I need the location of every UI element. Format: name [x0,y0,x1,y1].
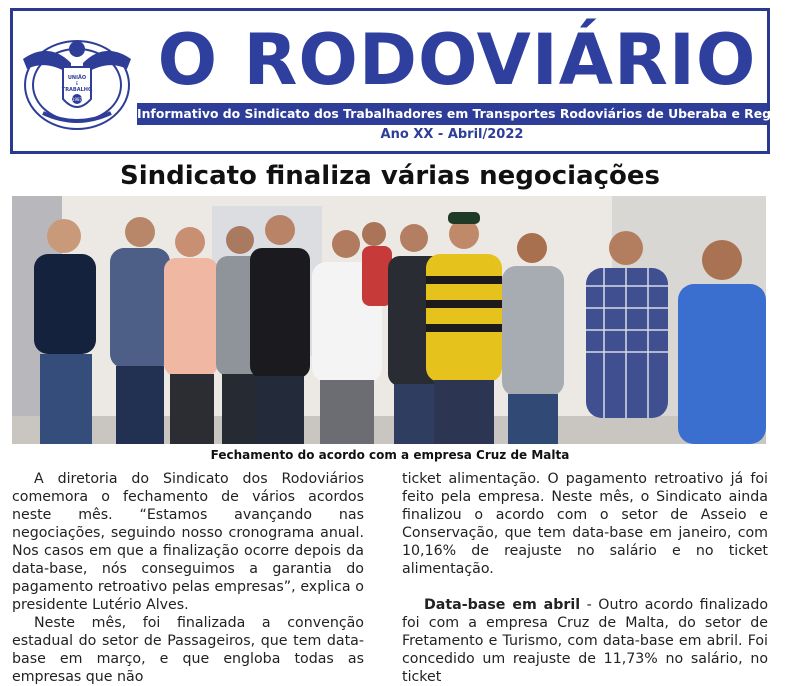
union-seal-logo [19,29,135,133]
newsletter-title: O RODOVIÁRIO [157,19,757,101]
article-paragraph: ticket alimentação. O pagamento retroativo já foi feito pela empresa. Neste mês, o Sindicato ainda finalizou o acordo com o setor de Asseio e Conservação, que tem data-base em janeiro, com 10,16% de reajuste no salário e no ticket alimentação. [402,471,768,577]
section-lead: Data-base em abril [424,597,581,613]
article-headline: Sindicato finaliza várias negociações [119,161,661,191]
article-paragraph: Neste mês, foi finalizada a convenção estadual do setor de Passageiros, que tem data-base em março, e que engloba todas as empresas que não [12,615,364,685]
masthead [10,8,792,154]
seal-text-uniao: UNIÃO [67,75,87,81]
seal-text-trabalho: TRABALHO [61,87,93,93]
article-column-left [12,470,364,686]
section-text: - Outro acordo finalizado foi com a empresa Cruz de Malta, do setor de Fretamento e Turismo, com data-base em abril. Foi concedido um reajuste de 11,73% no salário, no ticket [402,597,768,685]
photo-caption: Fechamento do acordo com a empresa Cruz de Malta [210,448,570,462]
newsletter-subtitle: Informativo do Sindicato dos Trabalhadores em Transportes Rodoviários de Uberaba e Região [137,103,767,125]
edition-label: Ano XX - Abril/2022 [380,127,524,142]
seal-text-e: E [75,81,79,86]
seal-text-year: 1987 [71,97,83,102]
article-paragraph [402,596,768,686]
article-photo [12,196,766,444]
article-paragraph: A diretoria do Sindicato dos Rodoviários comemora o fechamento de vários acordos neste mês. “Estamos avançando nas negociações, seguindo nosso cronograma anual. Nos casos em que a finalização ocorre depois da data-base, nós conseguimos a garantia do pagamento retroativo pelas empresas”, explica o presidente Lutério Alves. [12,471,364,613]
article-column-right [402,470,768,686]
